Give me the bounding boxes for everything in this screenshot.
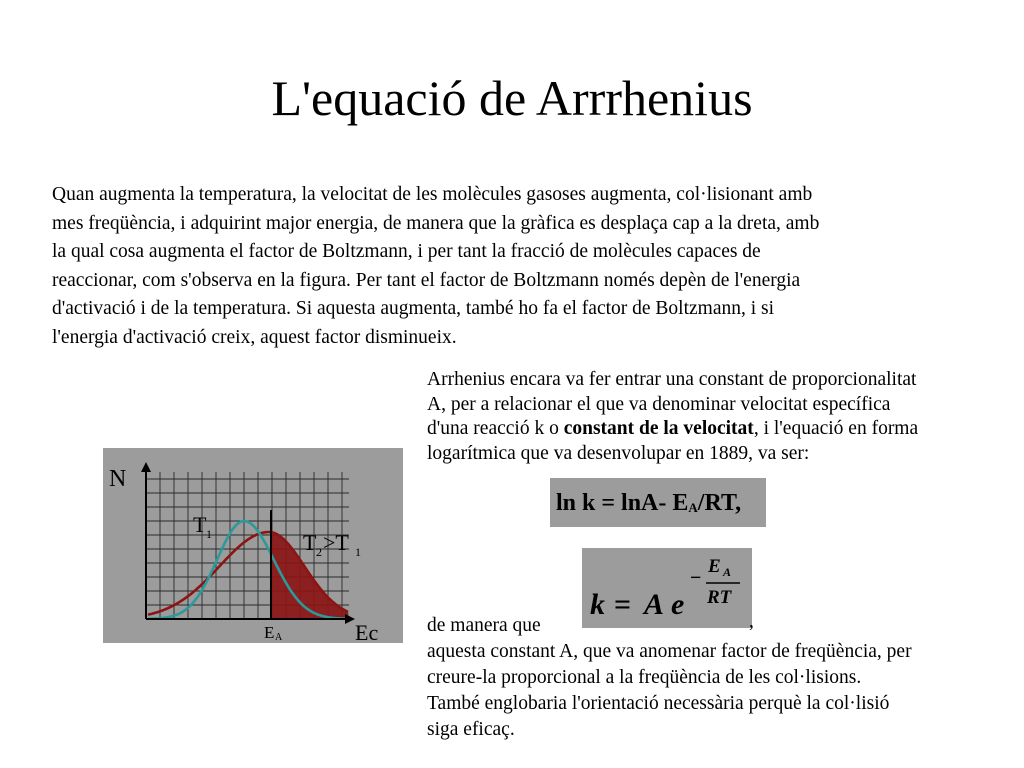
t2-label-sub: 2 <box>316 545 322 559</box>
frequency-paragraph <box>427 613 1024 743</box>
ea-label-sub: A <box>275 632 283 643</box>
intro-line: d'activació i de la temperatura. Si aquesta augmenta, també ho fa el factor de Boltzmann, i si <box>52 298 775 319</box>
arrhenius-line: logarítmica que va desenvolupar en 1889, va ser: <box>427 442 810 464</box>
y-axis-label: N <box>109 466 127 492</box>
frequency-line: siga eficaç. <box>427 719 515 740</box>
intro-line: la qual cosa augmenta el factor de Boltzmann, i per tant la fracció de molècules capaces de <box>52 241 761 262</box>
t2-label: T <box>303 530 317 555</box>
line-text: , i l'equació en forma <box>753 418 919 439</box>
equation-trailing-comma: , <box>749 611 754 632</box>
arrhenius-line <box>427 417 1024 442</box>
frequency-line <box>427 613 1024 639</box>
eq-minus: − <box>690 567 702 589</box>
boltzmann-distribution-figure <box>103 448 403 643</box>
intro-line: Quan augmenta la temperatura, la velocitat de les molècules gasoses augmenta, col·lisionant amb <box>52 184 813 205</box>
arrhenius-line: A, per a relacionar el que va denominar velocitat específica <box>427 393 891 415</box>
frequency-line: També englobaria l'orientació necessària perquè la col·lisió <box>427 693 890 714</box>
arrhenius-paragraph <box>427 368 1024 466</box>
x-axis-arrow <box>345 614 355 624</box>
eq-denominator: RT <box>707 587 732 608</box>
intro-paragraph <box>52 181 1012 352</box>
log-equation-image <box>550 478 766 527</box>
t2-relation: >T <box>323 530 349 555</box>
x-axis-label: Ec <box>355 620 379 643</box>
log-equation <box>556 488 741 523</box>
rate-constant-term: constant de la velocitat <box>563 418 754 439</box>
slide-title: L'equació de Arrrhenius <box>271 70 753 126</box>
arrhenius-line: Arrhenius encara va fer entrar una constant de proporcionalitat <box>427 369 917 390</box>
distribution-chart <box>103 448 403 643</box>
equation-left: ln k = lnA- E <box>556 490 689 516</box>
equation-right: /RT, <box>697 490 742 516</box>
ea-label: E <box>264 623 275 642</box>
eq-A: A <box>644 588 665 621</box>
eq-numerator: E <box>708 556 721 577</box>
t1-label: T <box>193 512 207 537</box>
intro-line: reaccionar, com s'observa en la figura. Per tant el factor de Boltzmann només depèn de l'energia <box>52 269 801 291</box>
t2-relation-sub: 1 <box>355 545 361 559</box>
eq-e: e <box>671 588 685 621</box>
intro-line: mes freqüència, i adquirint major energia, de manera que la gràfica es desplaça cap a la dreta, amb <box>52 212 820 234</box>
frequency-line: creure-la proporcional a la freqüència de les col·lisions. <box>427 667 862 688</box>
eq-k: k <box>590 588 605 621</box>
eq-numerator-sub: A <box>723 565 732 579</box>
eq-equals: = <box>614 588 632 621</box>
line-text: d'una reacció k o <box>427 418 564 439</box>
frequency-line: aquesta constant A, que va anomenar factor de freqüència, per <box>427 641 912 662</box>
t1-label-sub: 1 <box>206 527 212 541</box>
line-text: de manera que <box>427 615 541 636</box>
equation-subscript: A <box>688 500 698 515</box>
intro-line: l'energia d'activació creix, aquest factor disminueix. <box>52 326 457 348</box>
y-axis-arrow <box>141 462 151 472</box>
